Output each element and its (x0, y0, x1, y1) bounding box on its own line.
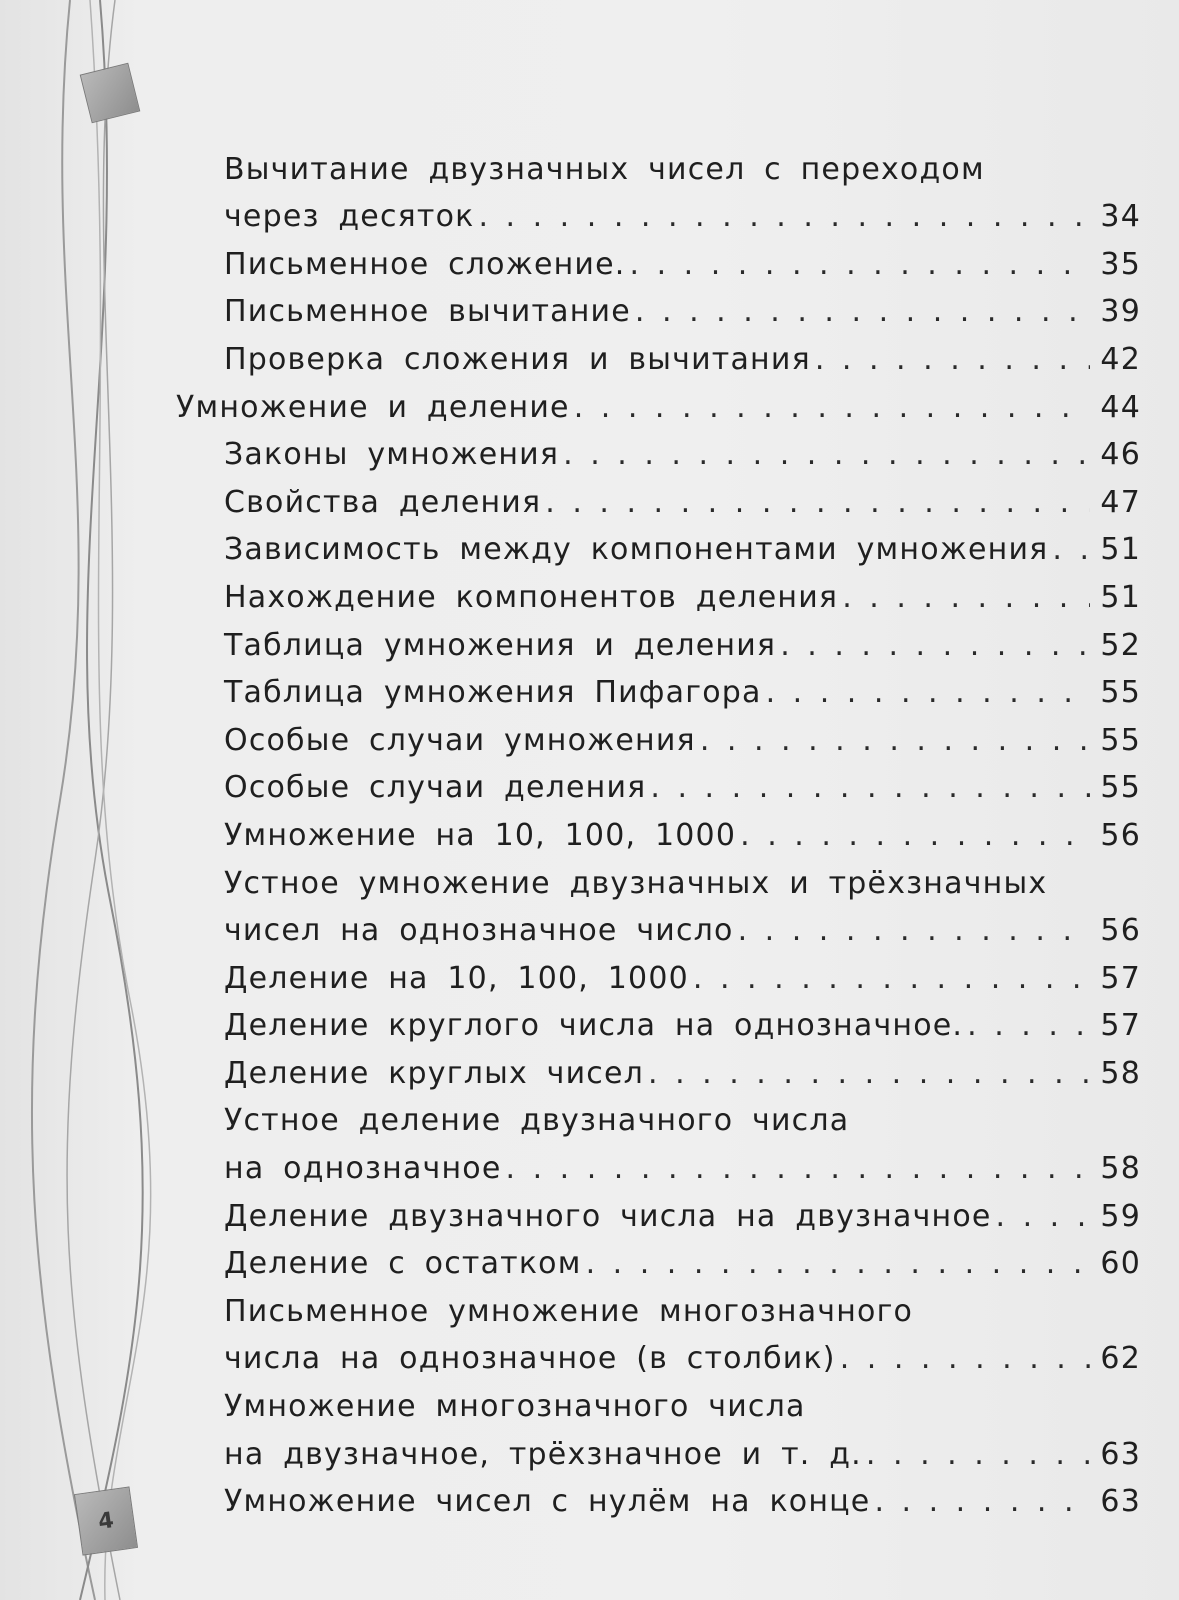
toc-entry-page: 58 (1100, 1055, 1141, 1091)
toc-entry-page: 35 (1100, 246, 1141, 282)
spiral-decoration (0, 0, 170, 1600)
toc-entry-title: Устное умножение двузначных и трёхзначных (224, 865, 1048, 901)
dot-leader (506, 1154, 1091, 1184)
toc-entry-title: Письменное сложение. (224, 246, 626, 282)
dot-leader (766, 678, 1091, 708)
toc-entry (176, 423, 1141, 471)
toc-entry-title: Деление двузначного числа на двузначное (224, 1198, 992, 1234)
dot-leader (874, 1487, 1090, 1517)
page-number: 4 (96, 1507, 116, 1535)
toc-entry-page: 46 (1100, 437, 1141, 473)
toc-entry-page: 60 (1100, 1246, 1141, 1282)
toc-entry-title: чисел на однозначное число (224, 913, 734, 949)
toc-entry (176, 708, 1141, 756)
toc-entry-title: Письменное вычитание (224, 294, 631, 330)
toc-entry-page: 39 (1100, 294, 1141, 330)
toc-entry-title: Таблица умножения и деления (224, 627, 777, 663)
dot-leader (740, 821, 1090, 851)
toc-entry-page: 55 (1100, 675, 1141, 711)
toc-entry-page: 57 (1100, 1008, 1141, 1044)
toc-entry-title: Умножение на 10, 100, 1000 (224, 817, 737, 853)
toc-entry-page: 52 (1100, 627, 1141, 663)
toc-entry-title: на однозначное (224, 1151, 502, 1187)
toc-entry-title: Устное деление двузначного числа (224, 1103, 850, 1139)
toc-entry-page: 55 (1100, 722, 1141, 758)
toc-entry-title: Зависимость между компонентами умножения (224, 532, 1049, 568)
toc-entry (176, 280, 1141, 328)
toc-entry-title: Нахождение компонентов деления (224, 579, 839, 615)
toc-entry-title: на двузначное, трёхзначное и т. д. (224, 1436, 862, 1472)
toc-entry-title: Свойства деления (224, 484, 542, 520)
toc-entry (176, 1374, 1141, 1425)
dot-leader (630, 250, 1091, 280)
toc-entry (176, 375, 1141, 423)
toc-entry-page: 51 (1100, 579, 1141, 615)
toc-entry-title: Деление на 10, 100, 1000 (224, 960, 689, 996)
toc-entry (176, 946, 1141, 994)
toc-entry (176, 1279, 1141, 1327)
toc-entry-title: Деление с остатком (224, 1246, 582, 1282)
toc-entry (176, 327, 1141, 375)
toc-entry-title: числа на однозначное (в столбик) (224, 1341, 836, 1377)
page-number-tab (74, 1486, 138, 1555)
toc-entry-title: Письменное умножение многозначного (224, 1293, 914, 1329)
dot-leader (1052, 535, 1090, 565)
toc-entry-title: Особые случаи деления (224, 770, 647, 806)
toc-entry-title: Вычитание двузначных чисел с переходом (224, 151, 985, 187)
toc-entry (176, 518, 1141, 566)
toc-entry-title: Умножение многозначного числа (224, 1389, 806, 1425)
toc-entry-title: Деление круглого числа на однозначное. (224, 1008, 964, 1044)
toc-entry (176, 803, 1141, 851)
toc-entry (176, 899, 1141, 947)
toc-entry (176, 565, 1141, 613)
dot-leader (650, 773, 1090, 803)
dot-leader (478, 202, 1090, 232)
dot-leader (738, 916, 1091, 946)
toc-entry (176, 470, 1141, 518)
toc-entry-page: 57 (1100, 960, 1141, 996)
toc-entry (176, 1232, 1141, 1280)
toc-entry (176, 137, 1141, 185)
toc-entry (176, 851, 1141, 899)
toc-entry-page: 62 (1100, 1341, 1141, 1377)
dot-leader (700, 726, 1091, 756)
dot-leader (545, 488, 1090, 518)
toc-entry-page: 51 (1100, 532, 1141, 568)
dot-leader (693, 964, 1091, 994)
toc-entry (176, 1136, 1141, 1187)
toc-entry (176, 1422, 1141, 1470)
toc-entry (176, 1041, 1141, 1089)
toc-entry (176, 1089, 1141, 1137)
toc-entry (176, 185, 1141, 233)
toc-entry-title: Законы умножения (224, 437, 560, 473)
dot-leader (648, 1059, 1090, 1089)
toc-entry-page: 44 (1100, 389, 1141, 425)
toc-entry-page: 42 (1100, 341, 1141, 377)
toc-entry-title: Деление круглых чисел (224, 1055, 645, 1091)
toc-entry (176, 994, 1141, 1042)
toc-entry-page: 63 (1100, 1484, 1141, 1520)
toc-entry-title: Проверка сложения и вычитания (224, 341, 811, 377)
toc-entry-page: 59 (1100, 1198, 1141, 1234)
dot-leader (780, 631, 1090, 661)
toc-entry-title: Умножение и деление (176, 389, 570, 425)
toc-entry (176, 661, 1141, 709)
toc-entry-page: 34 (1100, 199, 1141, 235)
table-of-contents (176, 137, 1141, 1520)
toc-entry-page: 47 (1100, 484, 1141, 520)
dot-leader (866, 1440, 1091, 1470)
toc-entry-title: Умножение чисел с нулём на конце (224, 1484, 871, 1520)
dot-leader (996, 1202, 1091, 1232)
toc-entry (176, 756, 1141, 804)
toc-entry (176, 1327, 1141, 1375)
dot-leader (967, 1011, 1090, 1041)
dot-leader (815, 345, 1091, 375)
dot-leader (840, 1344, 1091, 1374)
dot-leader (563, 440, 1090, 470)
toc-entry-title: через десяток (224, 199, 475, 235)
dot-leader (842, 583, 1090, 613)
toc-entry (176, 613, 1141, 661)
dot-leader (635, 297, 1091, 327)
toc-entry-page: 63 (1100, 1436, 1141, 1472)
toc-entry-page: 56 (1100, 817, 1141, 853)
toc-entry-title: Таблица умножения Пифагора (224, 675, 762, 711)
toc-entry-page: 58 (1100, 1151, 1141, 1187)
dot-leader (574, 393, 1091, 423)
dot-leader (586, 1249, 1091, 1279)
toc-entry (176, 1470, 1141, 1518)
toc-entry (176, 1184, 1141, 1232)
toc-entry-page: 55 (1100, 770, 1141, 806)
toc-entry (176, 232, 1141, 280)
toc-entry-page: 56 (1100, 913, 1141, 949)
toc-entry-title: Особые случаи умножения (224, 722, 696, 758)
